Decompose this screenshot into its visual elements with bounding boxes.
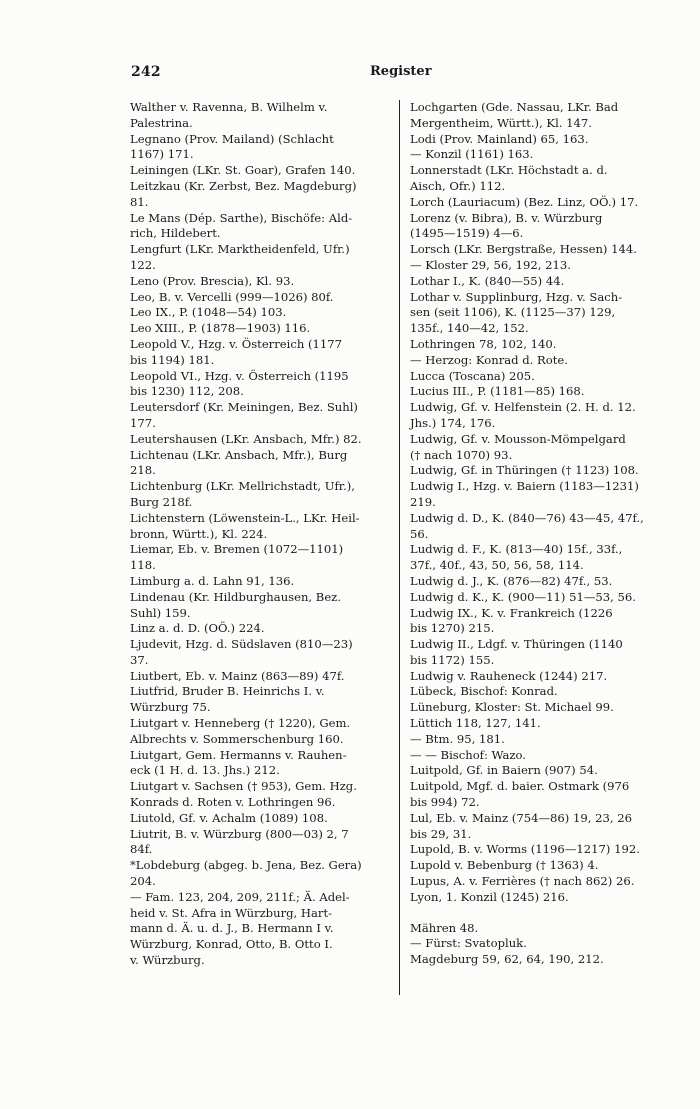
index-entry-line: 81. (130, 194, 149, 209)
index-column-left (130, 100, 390, 969)
index-entry-line: Magdeburg 59, 62, 64, 190, 212. (410, 952, 604, 967)
index-entry-line: 204. (130, 874, 156, 889)
index-entry (410, 716, 675, 732)
index-entry-line: Leiningen (LKr. St. Goar), Grafen 140. (130, 163, 356, 178)
index-entry-line: Lothar I., K. (840—55) 44. (410, 273, 565, 288)
index-entry-line: — Kloster 29, 56, 192, 213. (410, 257, 571, 272)
index-entry-line: Liutold, Gf. v. Achalm (1089) 108. (130, 810, 328, 825)
index-entry-line: bronn, Württ.), Kl. 224. (130, 526, 268, 541)
index-entry (130, 479, 390, 511)
index-entry (410, 432, 675, 464)
index-entry-line: Liutbert, Eb. v. Mainz (863—89) 47f. (130, 668, 345, 683)
index-entry (410, 921, 675, 937)
index-entry (410, 637, 675, 669)
index-entry (410, 748, 675, 764)
index-entry (130, 779, 390, 811)
index-entry (130, 511, 390, 543)
index-entry-line: Leopold VI., Hzg. v. Österreich (1195 (130, 368, 349, 383)
index-entry-line: Lorsch (LKr. Bergstraße, Hessen) 144. (410, 242, 637, 257)
index-entry-line: 56. (410, 526, 429, 541)
index-entry-line: Ludwig d. D., K. (840—76) 43—45, 47f., (410, 510, 644, 525)
index-entry-line: Lichtenstern (Löwenstein-L., LKr. Heil- (130, 510, 360, 525)
index-entry (410, 811, 675, 843)
index-entry-line: Leutersdorf (Kr. Meiningen, Bez. Suhl) (130, 400, 358, 415)
index-entry-line: Ludwig d. K., K. (900—11) 51—53, 56. (410, 589, 636, 604)
index-entry (410, 290, 675, 337)
index-entry-line: Lodi (Prov. Mainland) 65, 163. (410, 131, 589, 146)
index-entry-line: Liemar, Eb. v. Bremen (1072—1101) (130, 542, 344, 557)
index-entry-line: Suhl) 159. (130, 605, 191, 620)
index-entry (410, 369, 675, 385)
index-entry-line: bis 994) 72. (410, 795, 480, 810)
index-entry (410, 952, 675, 968)
index-entry-line: Lul, Eb. v. Mainz (754—86) 19, 23, 26 (410, 810, 633, 825)
index-entry-line: Lothringen 78, 102, 140. (410, 336, 557, 351)
index-entry (410, 574, 675, 590)
index-entry-line: Ludwig I., Hzg. v. Baiern (1183—1231) (410, 479, 639, 494)
index-entry-line: heid v. St. Afra in Würzburg, Hart- (130, 905, 333, 920)
index-entry-line: Konrads d. Roten v. Lothringen 96. (130, 795, 336, 810)
index-entry (410, 258, 675, 274)
index-entry (130, 621, 390, 637)
index-entry-line: Ludwig d. J., K. (876—82) 47f., 53. (410, 573, 613, 588)
index-entry-line: Aisch, Ofr.) 112. (410, 178, 506, 193)
index-entry-line: Ljudevit, Hzg. d. Südslaven (810—23) (130, 637, 353, 652)
index-entry (130, 321, 390, 337)
index-entry (410, 132, 675, 148)
index-entry-line: Albrechts v. Sommerschenburg 160. (130, 731, 344, 746)
index-entry (130, 242, 390, 274)
index-entry-line: Lupold, B. v. Worms (1196—1217) 192. (410, 842, 640, 857)
index-entry-line: Leno (Prov. Brescia), Kl. 93. (130, 273, 295, 288)
index-entry-line: Legnano (Prov. Mailand) (Schlacht (130, 131, 334, 146)
index-entry (130, 100, 390, 132)
index-entry (130, 337, 390, 369)
index-entry-line: bis 1194) 181. (130, 352, 215, 367)
index-entry (410, 479, 675, 511)
index-entry-line: Liutfrid, Bruder B. Heinrichs I. v. (130, 684, 325, 699)
index-entry-line: eck (1 H. d. 13. Jhs.) 212. (130, 763, 280, 778)
index-entry (130, 432, 390, 448)
index-entry (130, 858, 390, 890)
index-entry (130, 163, 390, 179)
index-entry-line: Ludwig II., Ldgf. v. Thüringen (1140 (410, 637, 623, 652)
index-entry-line: Ludwig, Gf. in Thüringen († 1123) 108. (410, 463, 639, 478)
index-column-right (410, 100, 675, 968)
index-entry-line: Liutrit, B. v. Würzburg (800—03) 2, 7 (130, 826, 349, 841)
index-entry (130, 669, 390, 685)
index-entry-line: Lorch (Lauriacum) (Bez. Linz, OÖ.) 17. (410, 194, 639, 209)
index-entry-line: Würzburg, Konrad, Otto, B. Otto I. (130, 937, 333, 952)
index-entry-line: Lichtenau (LKr. Ansbach, Mfr.), Burg (130, 447, 348, 462)
index-entry (410, 511, 675, 543)
index-entry-line: 177. (130, 415, 156, 430)
index-entry-line: bis 1270) 215. (410, 621, 495, 636)
index-entry-line: Luitpold, Mgf. d. baier. Ostmark (976 (410, 779, 630, 794)
index-entry-line: Leopold V., Hzg. v. Österreich (1177 (130, 336, 343, 351)
index-entry-line: — Herzog: Konrad d. Rote. (410, 352, 568, 367)
index-entry-line: — Fürst: Svatopluk. (410, 936, 527, 951)
index-entry (410, 163, 675, 195)
index-entry (130, 132, 390, 164)
index-entry-line: *Lobdeburg (abgeg. b. Jena, Bez. Gera) (130, 858, 362, 873)
index-entry-line: Würzburg 75. (130, 700, 211, 715)
index-entry-line: — Konzil (1161) 163. (410, 147, 534, 162)
index-entry (410, 147, 675, 163)
index-entry-line: Lindenau (Kr. Hildburghausen, Bez. (130, 589, 341, 604)
index-entry (130, 811, 390, 827)
index-entry-line: Leutershausen (LKr. Ansbach, Mfr.) 82. (130, 431, 362, 446)
index-entry (130, 274, 390, 290)
index-entry-line: Lupold v. Bebenburg († 1363) 4. (410, 858, 599, 873)
index-entry (130, 369, 390, 401)
index-entry-line: 219. (410, 494, 436, 509)
index-entry-line: mann d. Ä. u. d. J., B. Hermann I v. (130, 921, 334, 936)
index-entry-line: 118. (130, 558, 156, 573)
index-entry (410, 763, 675, 779)
index-entry-line: Mergentheim, Württ.), Kl. 147. (410, 115, 592, 130)
index-entry-line: bis 1230) 112, 208. (130, 384, 244, 399)
index-entry-line: Lübeck, Bischof: Konrad. (410, 684, 558, 699)
index-entry-line: Leo, B. v. Vercelli (999—1026) 80f. (130, 289, 334, 304)
index-entry-line: Ludwig, Gf. v. Helfenstein (2. H. d. 12. (410, 400, 636, 415)
index-entry-line: 135f., 140—42, 152. (410, 321, 529, 336)
index-entry-line: — Fam. 123, 204, 209, 211f.; Ä. Adel- (130, 889, 350, 904)
column-divider (399, 100, 400, 995)
page-number: 242 (131, 64, 161, 80)
index-entry-line: Lothar v. Supplinburg, Hzg. v. Sach- (410, 289, 623, 304)
index-entry (410, 353, 675, 369)
index-entry (130, 305, 390, 321)
index-entry-line: (1495—1519) 4—6. (410, 226, 524, 241)
index-entry (130, 890, 390, 969)
index-entry-line: Lyon, 1. Konzil (1245) 216. (410, 889, 569, 904)
index-entry (130, 827, 390, 859)
index-entry (130, 400, 390, 432)
index-entry-line: Liutgart v. Henneberg († 1220), Gem. (130, 716, 351, 731)
index-entry-line: 122. (130, 257, 156, 272)
index-entry-line: Liutgart, Gem. Hermanns v. Rauhen- (130, 747, 347, 762)
section-gap (410, 906, 675, 921)
index-entry (410, 732, 675, 748)
index-entry-line: 218. (130, 463, 156, 478)
index-entry (130, 637, 390, 669)
index-entry (410, 211, 675, 243)
index-entry-line: Lucca (Toscana) 205. (410, 368, 535, 383)
index-entry (410, 874, 675, 890)
index-entry (130, 211, 390, 243)
index-entry-line: Lichtenburg (LKr. Mellrichstadt, Ufr.), (130, 479, 355, 494)
index-entry-line: Lorenz (v. Bibra), B. v. Würzburg (410, 210, 603, 225)
index-entry-line: Ludwig IX., K. v. Frankreich (1226 (410, 605, 613, 620)
index-entry-line: Leitzkau (Kr. Zerbst, Bez. Magdeburg) (130, 178, 357, 193)
index-entry-line: Lucius III., P. (1181—85) 168. (410, 384, 585, 399)
index-entry (410, 684, 675, 700)
index-entry (410, 195, 675, 211)
index-entry-line: Jhs.) 174, 176. (410, 415, 496, 430)
index-entry-line: 1167) 171. (130, 147, 194, 162)
running-head: Register (370, 64, 432, 79)
index-entry (410, 463, 675, 479)
index-entry (410, 100, 675, 132)
index-entry-line: Mähren 48. (410, 920, 479, 935)
index-entry (410, 669, 675, 685)
index-entry-line: 84f. (130, 842, 153, 857)
index-entry-line: Lüneburg, Kloster: St. Michael 99. (410, 700, 614, 715)
index-entry-line: rich, Hildebert. (130, 226, 221, 241)
index-entry (410, 779, 675, 811)
index-entry (130, 179, 390, 211)
index-entry-line: Palestrina. (130, 115, 193, 130)
index-entry-line: († nach 1070) 93. (410, 447, 513, 462)
index-entry (130, 748, 390, 780)
index-entry (410, 242, 675, 258)
index-entry (410, 400, 675, 432)
index-entry-line: Liutgart v. Sachsen († 953), Gem. Hzg. (130, 779, 357, 794)
index-entry-line: Walther v. Ravenna, B. Wilhelm v. (130, 100, 328, 114)
index-entry (410, 337, 675, 353)
index-entry (410, 842, 675, 858)
index-entry-line: Leo IX., P. (1048—54) 103. (130, 305, 287, 320)
index-entry (410, 936, 675, 952)
index-entry-line: bis 29, 31. (410, 826, 472, 841)
index-entry-line: Ludwig d. F., K. (813—40) 15f., 33f., (410, 542, 623, 557)
index-entry-line: v. Würzburg. (130, 953, 205, 968)
index-entry-line: Lengfurt (LKr. Marktheidenfeld, Ufr.) (130, 242, 350, 257)
index-entry-line: Lüttich 118, 127, 141. (410, 716, 541, 731)
index-entry (130, 448, 390, 480)
index-entry-line: Leo XIII., P. (1878—1903) 116. (130, 321, 311, 336)
index-entry-line: Luitpold, Gf. in Baiern (907) 54. (410, 763, 598, 778)
index-entry-line: Lochgarten (Gde. Nassau, LKr. Bad (410, 100, 619, 114)
index-entry-line: 37. (130, 652, 149, 667)
index-entry-line: Limburg a. d. Lahn 91, 136. (130, 573, 295, 588)
index-entry (130, 542, 390, 574)
index-entry-line: sen (seit 1106), K. (1125—37) 129, (410, 305, 616, 320)
index-entry (410, 590, 675, 606)
index-entry-line: Lonnerstadt (LKr. Höchstadt a. d. (410, 163, 608, 178)
index-entry-line: 37f., 40f., 43, 50, 56, 58, 114. (410, 558, 584, 573)
index-entry (410, 274, 675, 290)
index-entry (130, 590, 390, 622)
index-entry (410, 890, 675, 906)
index-entry-line: Ludwig, Gf. v. Mousson-Mömpelgard (410, 431, 626, 446)
index-entry-line: Linz a. d. D. (OÖ.) 224. (130, 621, 265, 636)
index-entry-line: Le Mans (Dép. Sarthe), Bischöfe: Ald- (130, 210, 353, 225)
index-entry (410, 542, 675, 574)
index-entry (130, 684, 390, 716)
index-entry-line: — — Bischof: Wazo. (410, 747, 526, 762)
index-entry-line: Lupus, A. v. Ferrières († nach 862) 26. (410, 874, 635, 889)
index-entry (410, 858, 675, 874)
index-entry (410, 606, 675, 638)
index-entry-line: Ludwig v. Rauheneck (1244) 217. (410, 668, 608, 683)
index-entry (130, 716, 390, 748)
index-entry-line: — Btm. 95, 181. (410, 731, 505, 746)
index-entry (410, 384, 675, 400)
index-entry (130, 290, 390, 306)
index-entry (130, 574, 390, 590)
index-entry-line: Burg 218f. (130, 494, 193, 509)
index-entry-line: bis 1172) 155. (410, 652, 495, 667)
index-entry (410, 700, 675, 716)
